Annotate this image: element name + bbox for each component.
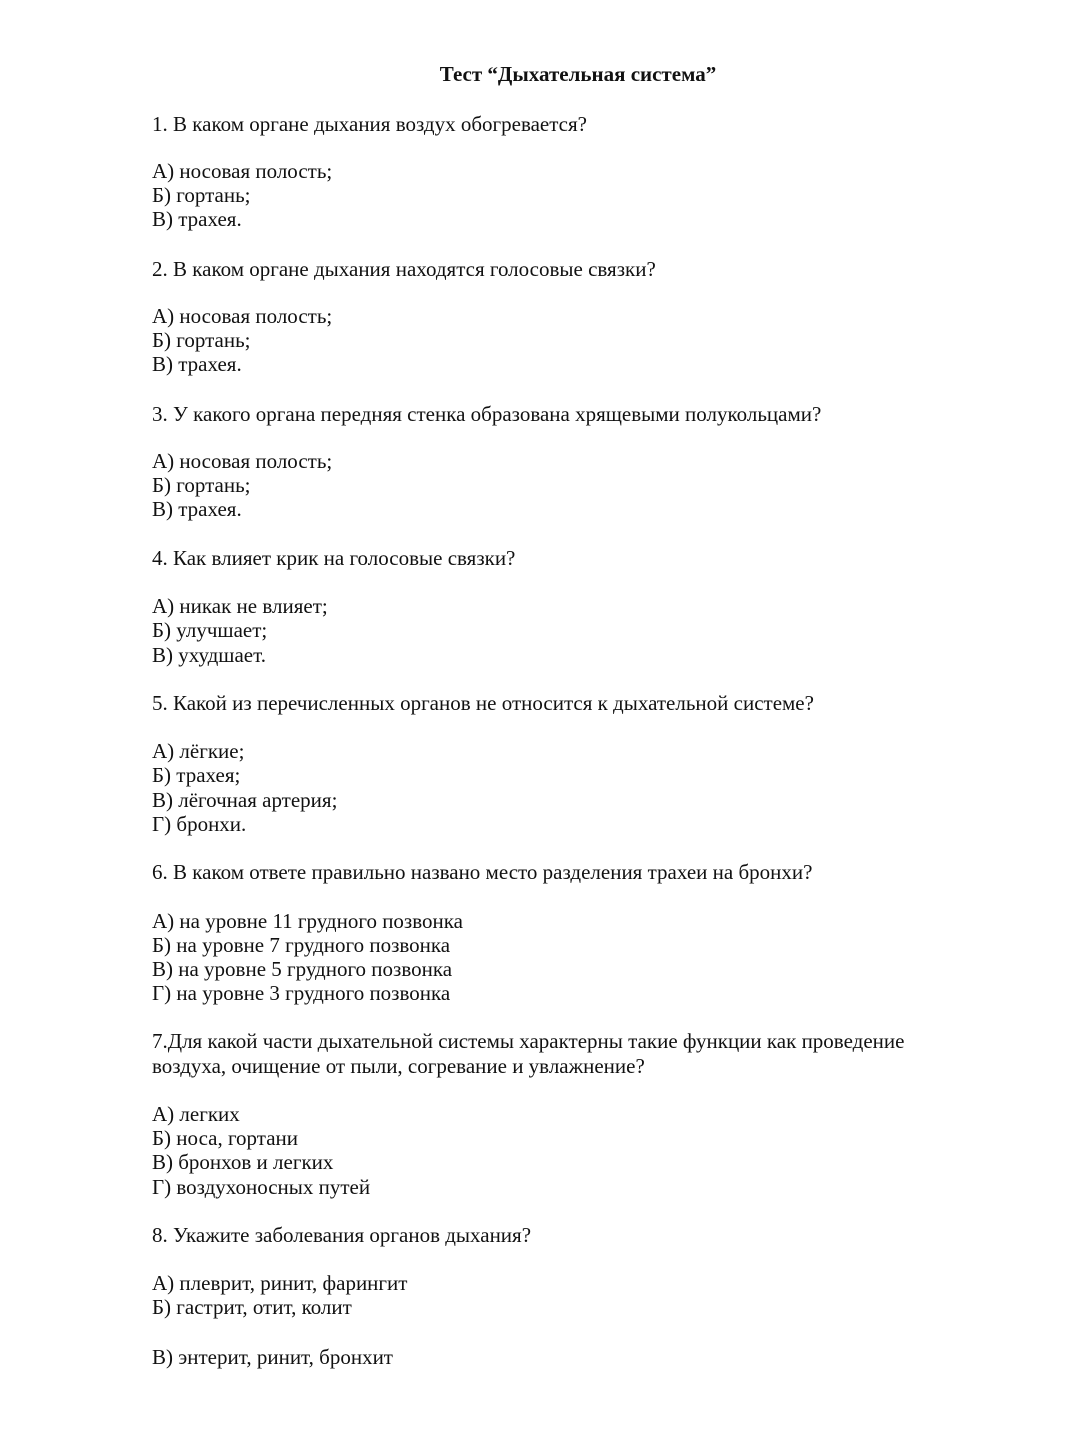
question-8: 8. Укажите заболевания органов дыхания? (152, 1223, 532, 1247)
question-1: 1. В каком органе дыхания воздух обогревается? (152, 112, 587, 136)
question-5: 5. Какой из перечисленных органов не относится к дыхательной системе? (152, 691, 814, 715)
question-4-option-b: Б) улучшает; (152, 618, 268, 642)
question-6-option-b: Б) на уровне 7 грудного позвонка (152, 933, 451, 957)
question-5-option-b: Б) трахея; (152, 763, 241, 787)
question-3: 3. У какого органа передняя стенка образована хрящевыми полукольцами? (152, 402, 822, 426)
question-2-option-a: А) носовая полость; (152, 304, 333, 328)
page-title: Тест “Дыхательная система” (439, 62, 717, 86)
question-5-option-d: Г) бронхи. (152, 812, 247, 836)
question-1-option-a: А) носовая полость; (152, 159, 333, 183)
question-3-option-c: В) трахея. (152, 497, 242, 521)
question-7-option-a: А) легких (152, 1102, 240, 1126)
question-6-option-c: В) на уровне 5 грудного позвонка (152, 957, 453, 981)
question-2: 2. В каком органе дыхания находятся голосовые связки? (152, 257, 656, 281)
question-3-option-b: Б) гортань; (152, 473, 251, 497)
question-2-option-b: Б) гортань; (152, 328, 251, 352)
question-7-option-c: В) бронхов и легких (152, 1150, 334, 1174)
question-6-option-d: Г) на уровне 3 грудного позвонка (152, 981, 451, 1005)
question-4-option-c: В) ухудшает. (152, 643, 266, 667)
question-1-option-b: Б) гортань; (152, 183, 251, 207)
question-5-option-a: А) лёгкие; (152, 739, 245, 763)
question-5-option-c: В) лёгочная артерия; (152, 788, 338, 812)
question-7-option-b: Б) носа, гортани (152, 1126, 299, 1150)
question-7-line-2: воздуха, очищение от пыли, согревание и увлажнение? (152, 1054, 645, 1078)
question-6-option-a: А) на уровне 11 грудного позвонка (152, 909, 463, 933)
question-7-option-d: Г) воздухоносных путей (152, 1175, 371, 1199)
question-8-option-b: Б) гастрит, отит, колит (152, 1295, 352, 1319)
question-6: 6. В каком ответе правильно названо место разделения трахеи на бронхи? (152, 860, 813, 884)
question-4: 4. Как влияет крик на голосовые связки? (152, 546, 516, 570)
question-2-option-c: В) трахея. (152, 352, 242, 376)
question-7-line-1: 7.Для какой части дыхательной системы характерны такие функции как проведение (152, 1029, 905, 1053)
question-1-option-c: В) трахея. (152, 207, 242, 231)
question-8-option-c: В) энтерит, ринит, бронхит (152, 1345, 393, 1369)
question-8-option-a: А) плеврит, ринит, фарингит (152, 1271, 408, 1295)
question-3-option-a: А) носовая полость; (152, 449, 333, 473)
question-4-option-a: А) никак не влияет; (152, 594, 328, 618)
